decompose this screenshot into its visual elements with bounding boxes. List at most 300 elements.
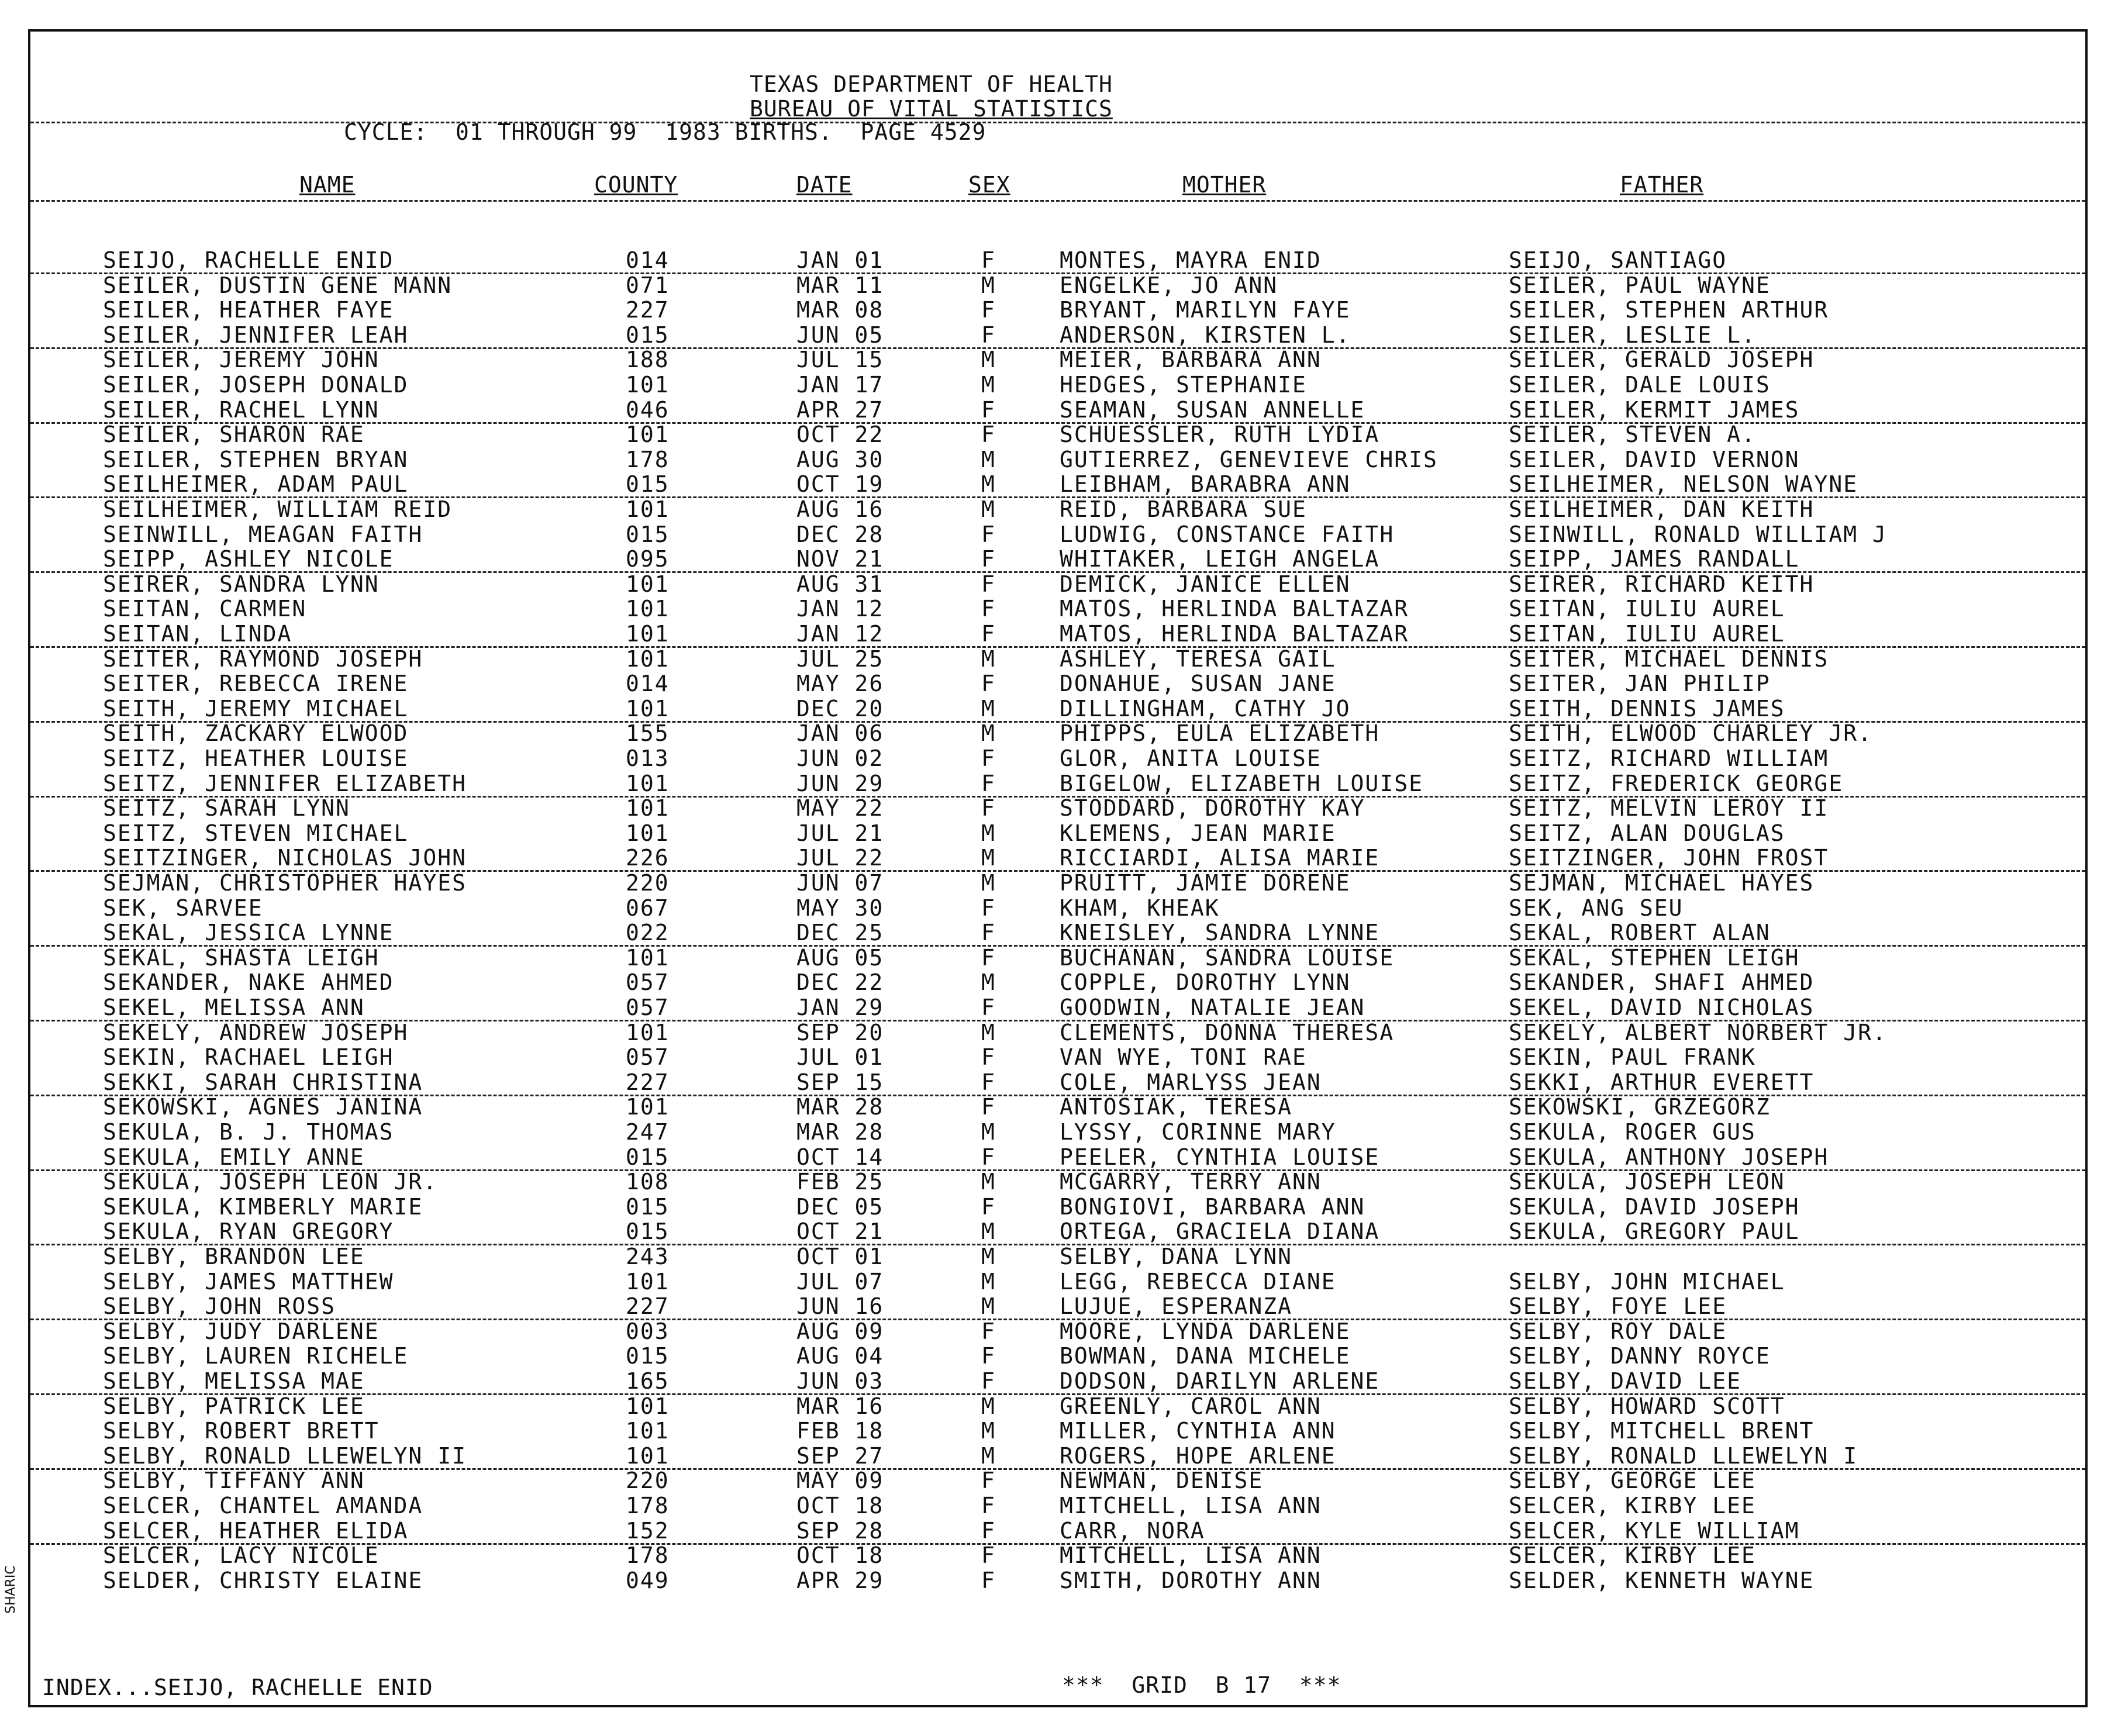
county-cell: 165 [626, 1368, 670, 1394]
date-cell: DEC 25 [796, 920, 884, 945]
sex-cell: F [981, 1094, 996, 1120]
date-cell: JAN 17 [796, 372, 884, 398]
sex-cell: F [981, 621, 996, 647]
name-cell: SEJMAN, CHRISTOPHER HAYES [103, 870, 467, 896]
name-cell: SELBY, JOHN ROSS [103, 1293, 336, 1319]
date-cell: MAR 28 [796, 1119, 884, 1145]
table-row [0, 522, 2111, 547]
sex-cell: F [981, 671, 996, 696]
name-cell: SEITER, RAYMOND JOSEPH [103, 646, 423, 672]
county-cell: 188 [626, 347, 670, 372]
column-header-mother: MOTHER [1182, 172, 1267, 198]
county-cell: 101 [626, 696, 670, 722]
date-cell: MAR 08 [796, 297, 884, 323]
county-cell: 178 [626, 1493, 670, 1518]
father-cell: SELBY, DAVID LEE [1509, 1368, 1742, 1394]
mother-cell: MATOS, HERLINDA BALTAZAR [1060, 596, 1409, 622]
table-row [0, 372, 2111, 397]
mother-cell: COPPLE, DOROTHY LYNN [1060, 969, 1351, 995]
sex-cell: M [981, 1119, 996, 1145]
table-row [0, 572, 2111, 596]
name-cell: SELBY, JAMES MATTHEW [103, 1269, 394, 1295]
name-cell: SELBY, MELISSA MAE [103, 1368, 365, 1394]
county-cell: 220 [626, 870, 670, 896]
date-cell: OCT 01 [796, 1244, 884, 1269]
sex-cell: M [981, 1418, 996, 1444]
date-cell: AUG 30 [796, 447, 884, 472]
county-cell: 243 [626, 1244, 670, 1269]
sex-cell: F [981, 1568, 996, 1593]
mother-cell: NEWMAN, DENISE [1060, 1468, 1264, 1493]
father-cell: SEKELY, ALBERT NORBERT JR. [1509, 1020, 1887, 1045]
table-row [0, 995, 2111, 1020]
sex-cell: M [981, 447, 996, 472]
date-cell: MAR 28 [796, 1094, 884, 1120]
father-cell: SELBY, HOWARD SCOTT [1509, 1393, 1785, 1419]
sex-cell: M [981, 372, 996, 398]
table-row [0, 273, 2111, 298]
column-header-father: FATHER [1620, 172, 1704, 198]
sex-cell: F [981, 771, 996, 796]
table-row [0, 671, 2111, 696]
county-cell: 049 [626, 1568, 670, 1593]
county-cell: 015 [626, 1144, 670, 1170]
sex-cell: M [981, 1244, 996, 1269]
father-cell: SEIRER, RICHARD KEITH [1509, 571, 1815, 597]
sex-cell: F [981, 795, 996, 821]
father-cell: SEILER, STEPHEN ARTHUR [1509, 297, 1829, 323]
county-cell: 057 [626, 995, 670, 1020]
table-row [0, 1493, 2111, 1518]
sex-cell: M [981, 1393, 996, 1419]
mother-cell: LYSSY, CORINNE MARY [1060, 1119, 1336, 1145]
mother-cell: LUJUE, ESPERANZA [1060, 1293, 1293, 1319]
sex-cell: M [981, 1219, 996, 1244]
table-row [0, 398, 2111, 422]
county-cell: 014 [626, 671, 670, 696]
table-row [0, 896, 2111, 920]
county-cell: 226 [626, 845, 670, 871]
sex-cell: M [981, 696, 996, 722]
county-cell: 013 [626, 746, 670, 771]
table-row [0, 871, 2111, 895]
county-cell: 101 [626, 820, 670, 846]
table-row [0, 1020, 2111, 1045]
county-cell: 101 [626, 1269, 670, 1295]
county-cell: 071 [626, 272, 670, 298]
name-cell: SEKELY, ANDREW JOSEPH [103, 1020, 409, 1045]
name-cell: SEK, SARVEE [103, 895, 263, 921]
name-cell: SEITZ, JENNIFER ELIZABETH [103, 771, 467, 796]
mother-cell: KNEISLEY, SANDRA LYNNE [1060, 920, 1380, 945]
table-row [0, 1120, 2111, 1144]
mother-cell: BUCHANAN, SANDRA LOUISE [1060, 945, 1395, 971]
name-cell: SELCER, CHANTEL AMANDA [103, 1493, 423, 1518]
mother-cell: ROGERS, HOPE ARLENE [1060, 1443, 1336, 1469]
name-cell: SEKULA, KIMBERLY MARIE [103, 1194, 423, 1220]
mother-cell: MCGARRY, TERRY ANN [1060, 1169, 1322, 1195]
sex-cell: F [981, 746, 996, 771]
sex-cell: F [981, 1319, 996, 1344]
sex-cell: F [981, 397, 996, 423]
sex-cell: F [981, 297, 996, 323]
mother-cell: ORTEGA, GRACIELA DIANA [1060, 1219, 1380, 1244]
sex-cell: M [981, 471, 996, 497]
father-cell: SELCER, KIRBY LEE [1509, 1542, 1756, 1568]
bureau-title: BUREAU OF VITAL STATISTICS [750, 96, 1113, 122]
county-cell: 101 [626, 945, 670, 971]
name-cell: SEITER, REBECCA IRENE [103, 671, 409, 696]
name-cell: SEITZ, SARAH LYNN [103, 795, 350, 821]
date-cell: NOV 21 [796, 546, 884, 572]
name-cell: SELCER, HEATHER ELIDA [103, 1518, 409, 1544]
table-row [0, 1070, 2111, 1095]
date-cell: JAN 01 [796, 247, 884, 273]
sex-cell: M [981, 720, 996, 746]
name-cell: SELBY, PATRICK LEE [103, 1393, 365, 1419]
mother-cell: SCHUESSLER, RUTH LYDIA [1060, 422, 1380, 447]
father-cell: SELBY, ROY DALE [1509, 1319, 1727, 1344]
date-cell: DEC 05 [796, 1194, 884, 1220]
column-header-county: COUNTY [594, 172, 678, 198]
sex-cell: F [981, 1542, 996, 1568]
county-cell: 067 [626, 895, 670, 921]
name-cell: SEITZINGER, NICHOLAS JOHN [103, 845, 467, 871]
name-cell: SELBY, RONALD LLEWELYN II [103, 1443, 467, 1469]
sex-cell: F [981, 1368, 996, 1394]
mother-cell: ANTOSIAK, TERESA [1060, 1094, 1293, 1120]
county-cell: 178 [626, 447, 670, 472]
father-cell: SEITZINGER, JOHN FROST [1509, 845, 1829, 871]
mother-cell: PEELER, CYNTHIA LOUISE [1060, 1144, 1380, 1170]
name-cell: SEKULA, EMILY ANNE [103, 1144, 365, 1170]
date-cell: JUN 02 [796, 746, 884, 771]
name-cell: SELBY, JUDY DARLENE [103, 1319, 380, 1344]
county-cell: 015 [626, 1194, 670, 1220]
father-cell: SELBY, FOYE LEE [1509, 1293, 1727, 1319]
county-cell: 101 [626, 571, 670, 597]
father-cell: SELBY, DANNY ROYCE [1509, 1343, 1771, 1369]
mother-cell: WHITAKER, LEIGH ANGELA [1060, 546, 1380, 572]
name-cell: SELDER, CHRISTY ELAINE [103, 1568, 423, 1593]
table-row [0, 1095, 2111, 1119]
name-cell: SEKKI, SARAH CHRISTINA [103, 1069, 423, 1095]
county-cell: 003 [626, 1319, 670, 1344]
date-cell: AUG 05 [796, 945, 884, 971]
name-cell: SEILER, JENNIFER LEAH [103, 322, 409, 348]
column-header-date: DATE [796, 172, 853, 198]
table-row [0, 945, 2111, 970]
county-cell: 101 [626, 1020, 670, 1045]
mother-cell: KHAM, KHEAK [1060, 895, 1220, 921]
sex-cell: M [981, 820, 996, 846]
table-row [0, 422, 2111, 447]
county-cell: 155 [626, 720, 670, 746]
father-cell: SEKULA, ROGER GUS [1509, 1119, 1756, 1145]
mother-cell: VAN WYE, TONI RAE [1060, 1044, 1307, 1070]
county-cell: 152 [626, 1518, 670, 1544]
name-cell: SEILHEIMER, ADAM PAUL [103, 471, 409, 497]
date-cell: MAY 22 [796, 795, 884, 821]
father-cell: SELBY, JOHN MICHAEL [1509, 1269, 1785, 1295]
table-row [0, 970, 2111, 995]
name-cell: SEKULA, JOSEPH LEON JR. [103, 1169, 438, 1195]
name-cell: SEKULA, B. J. THOMAS [103, 1119, 394, 1145]
sex-cell: M [981, 1443, 996, 1469]
father-cell: SEILER, DALE LOUIS [1509, 372, 1771, 398]
table-row [0, 447, 2111, 472]
date-cell: AUG 09 [796, 1319, 884, 1344]
county-cell: 015 [626, 471, 670, 497]
name-cell: SEKEL, MELISSA ANN [103, 995, 365, 1020]
father-cell: SELBY, GEORGE LEE [1509, 1468, 1756, 1493]
mother-cell: GREENLY, CAROL ANN [1060, 1393, 1322, 1419]
mother-cell: GLOR, ANITA LOUISE [1060, 746, 1322, 771]
county-cell: 101 [626, 1418, 670, 1444]
date-cell: MAY 09 [796, 1468, 884, 1493]
sex-cell: F [981, 1343, 996, 1369]
father-cell: SEKANDER, SHAFI AHMED [1509, 969, 1815, 995]
date-cell: FEB 25 [796, 1169, 884, 1195]
father-cell: SEILER, KERMIT JAMES [1509, 397, 1800, 423]
table-row [0, 721, 2111, 746]
name-cell: SEIRER, SANDRA LYNN [103, 571, 380, 597]
sex-cell: F [981, 1044, 996, 1070]
father-cell: SEITER, JAN PHILIP [1509, 671, 1771, 696]
date-cell: JUN 03 [796, 1368, 884, 1394]
name-cell: SELBY, BRANDON LEE [103, 1244, 365, 1269]
side-label: SHARIC [4, 1565, 18, 1614]
table-row [0, 1419, 2111, 1443]
name-cell: SELBY, ROBERT BRETT [103, 1418, 380, 1444]
father-cell: SEIJO, SANTIAGO [1509, 247, 1727, 273]
date-cell: OCT 19 [796, 471, 884, 497]
table-row [0, 1145, 2111, 1169]
mother-cell: MONTES, MAYRA ENID [1060, 247, 1322, 273]
table-row [0, 1369, 2111, 1393]
name-cell: SELCER, LACY NICOLE [103, 1542, 380, 1568]
table-row [0, 1468, 2111, 1493]
date-cell: JUL 01 [796, 1044, 884, 1070]
table-row [0, 1269, 2111, 1294]
father-cell: SEILER, DAVID VERNON [1509, 447, 1800, 472]
date-cell: OCT 18 [796, 1542, 884, 1568]
father-cell: SEKULA, JOSEPH LEON [1509, 1169, 1785, 1195]
name-cell: SEITZ, STEVEN MICHAEL [103, 820, 409, 846]
father-cell: SEITER, MICHAEL DENNIS [1509, 646, 1829, 672]
mother-cell: ASHLEY, TERESA GAIL [1060, 646, 1336, 672]
name-cell: SEILER, JEREMY JOHN [103, 347, 380, 372]
county-cell: 227 [626, 1069, 670, 1095]
sex-cell: M [981, 272, 996, 298]
date-cell: JUN 07 [796, 870, 884, 896]
father-cell: SEILER, PAUL WAYNE [1509, 272, 1771, 298]
table-row [0, 547, 2111, 571]
sex-cell: F [981, 247, 996, 273]
father-cell: SEITAN, IULIU AUREL [1509, 596, 1785, 622]
mother-cell: MITCHELL, LISA ANN [1060, 1542, 1322, 1568]
name-cell: SEILER, RACHEL LYNN [103, 397, 380, 423]
table-row [0, 1444, 2111, 1468]
mother-cell: SELBY, DANA LYNN [1060, 1244, 1293, 1269]
mother-cell: HEDGES, STEPHANIE [1060, 372, 1307, 398]
table-row [0, 323, 2111, 347]
mother-cell: LUDWIG, CONSTANCE FAITH [1060, 522, 1395, 547]
mother-cell: MOORE, LYNDA DARLENE [1060, 1319, 1351, 1344]
table-row [0, 771, 2111, 796]
name-cell: SEILER, SHARON RAE [103, 422, 365, 447]
name-cell: SEIJO, RACHELLE ENID [103, 247, 394, 273]
county-cell: 227 [626, 297, 670, 323]
county-cell: 101 [626, 621, 670, 647]
date-cell: JAN 06 [796, 720, 884, 746]
name-cell: SEKAL, JESSICA LYNNE [103, 920, 394, 945]
sex-cell: F [981, 422, 996, 447]
date-cell: JUL 22 [796, 845, 884, 871]
father-cell: SEITZ, FREDERICK GEORGE [1509, 771, 1844, 796]
date-cell: AUG 31 [796, 571, 884, 597]
mother-cell: COLE, MARLYSS JEAN [1060, 1069, 1322, 1095]
column-header-sex: SEX [968, 172, 1010, 198]
mother-cell: KLEMENS, JEAN MARIE [1060, 820, 1336, 846]
mother-cell: REID, BARBARA SUE [1060, 496, 1307, 522]
father-cell: SEK, ANG SEU [1509, 895, 1684, 921]
mother-cell: BRYANT, MARILYN FAYE [1060, 297, 1351, 323]
table-row [0, 1568, 2111, 1593]
county-cell: 227 [626, 1293, 670, 1319]
father-cell: SEILHEIMER, NELSON WAYNE [1509, 471, 1858, 497]
father-cell: SELBY, MITCHELL BRENT [1509, 1418, 1815, 1444]
column-header-name: NAME [299, 172, 356, 198]
county-cell: 101 [626, 1393, 670, 1419]
mother-cell: RICCIARDI, ALISA MARIE [1060, 845, 1380, 871]
table-row [0, 1518, 2111, 1543]
sex-cell: F [981, 1194, 996, 1220]
table-row [0, 696, 2111, 721]
mother-cell: CLEMENTS, DONNA THERESA [1060, 1020, 1395, 1045]
father-cell: SEKKI, ARTHUR EVERETT [1509, 1069, 1815, 1095]
table-row [0, 796, 2111, 820]
father-cell: SEKULA, ANTHONY JOSEPH [1509, 1144, 1829, 1170]
mother-cell: LEIBHAM, BARABRA ANN [1060, 471, 1351, 497]
mother-cell: PHIPPS, EULA ELIZABETH [1060, 720, 1380, 746]
mother-cell: ENGELKE, JO ANN [1060, 272, 1278, 298]
date-cell: JUL 25 [796, 646, 884, 672]
sex-cell: F [981, 596, 996, 622]
table-row [0, 1219, 2111, 1244]
mother-cell: DONAHUE, SUSAN JANE [1060, 671, 1336, 696]
table-row [0, 347, 2111, 372]
name-cell: SEILER, JOSEPH DONALD [103, 372, 409, 398]
sex-cell: F [981, 1493, 996, 1518]
county-cell: 101 [626, 496, 670, 522]
date-cell: JUL 07 [796, 1269, 884, 1295]
county-cell: 101 [626, 1443, 670, 1469]
table-row [0, 821, 2111, 845]
grid-label: *** GRID B 17 *** [1062, 1672, 1341, 1698]
county-cell: 108 [626, 1169, 670, 1195]
date-cell: JUL 21 [796, 820, 884, 846]
table-row [0, 1319, 2111, 1344]
sex-cell: F [981, 1144, 996, 1170]
date-cell: JUN 29 [796, 771, 884, 796]
father-cell: SEKEL, DAVID NICHOLAS [1509, 995, 1815, 1020]
date-cell: SEP 15 [796, 1069, 884, 1095]
table-row [0, 647, 2111, 671]
father-cell: SEITZ, MELVIN LEROY II [1509, 795, 1829, 821]
father-cell: SEIPP, JAMES RANDALL [1509, 546, 1800, 572]
date-cell: DEC 20 [796, 696, 884, 722]
county-cell: 095 [626, 546, 670, 572]
sex-cell: M [981, 969, 996, 995]
name-cell: SEKULA, RYAN GREGORY [103, 1219, 394, 1244]
mother-cell: CARR, NORA [1060, 1518, 1205, 1544]
name-cell: SEITZ, HEATHER LOUISE [103, 746, 409, 771]
table-row [0, 472, 2111, 496]
county-cell: 101 [626, 771, 670, 796]
name-cell: SELBY, TIFFANY ANN [103, 1468, 365, 1493]
county-cell: 101 [626, 422, 670, 447]
mother-cell: DILLINGHAM, CATHY JO [1060, 696, 1351, 722]
date-cell: DEC 22 [796, 969, 884, 995]
sex-cell: F [981, 995, 996, 1020]
father-cell: SEKAL, ROBERT ALAN [1509, 920, 1771, 945]
name-cell: SELBY, LAUREN RICHELE [103, 1343, 409, 1369]
name-cell: SEILHEIMER, WILLIAM REID [103, 496, 453, 522]
county-cell: 247 [626, 1119, 670, 1145]
date-cell: APR 29 [796, 1568, 884, 1593]
date-cell: OCT 14 [796, 1144, 884, 1170]
mother-cell: MEIER, BARBARA ANN [1060, 347, 1322, 372]
name-cell: SEKANDER, NAKE AHMED [103, 969, 394, 995]
name-cell: SEKOWSKI, AGNES JANINA [103, 1094, 423, 1120]
father-cell: SELCER, KYLE WILLIAM [1509, 1518, 1800, 1544]
county-cell: 015 [626, 1343, 670, 1369]
county-cell: 101 [626, 372, 670, 398]
name-cell: SEKIN, RACHAEL LEIGH [103, 1044, 394, 1070]
mother-cell: ANDERSON, KIRSTEN L. [1060, 322, 1351, 348]
mother-cell: GUTIERREZ, GENEVIEVE CHRIS [1060, 447, 1438, 472]
mother-cell: DODSON, DARILYN ARLENE [1060, 1368, 1380, 1394]
name-cell: SEINWILL, MEAGAN FAITH [103, 522, 423, 547]
date-cell: SEP 27 [796, 1443, 884, 1469]
table-row [0, 1169, 2111, 1194]
sex-cell: F [981, 1518, 996, 1544]
mother-cell: BONGIOVI, BARBARA ANN [1060, 1194, 1365, 1220]
table-row [0, 920, 2111, 945]
sex-cell: F [981, 895, 996, 921]
sex-cell: M [981, 646, 996, 672]
sex-cell: M [981, 347, 996, 372]
mother-cell: STODDARD, DOROTHY KAY [1060, 795, 1365, 821]
sex-cell: M [981, 496, 996, 522]
date-cell: MAY 30 [796, 895, 884, 921]
date-cell: APR 27 [796, 397, 884, 423]
mother-cell: BOWMAN, DANA MICHELE [1060, 1343, 1351, 1369]
mother-cell: BIGELOW, ELIZABETH LOUISE [1060, 771, 1423, 796]
name-cell: SEILER, DUSTIN GENE MANN [103, 272, 453, 298]
table-row [0, 622, 2111, 646]
cycle-line: CYCLE: 01 THROUGH 99 1983 BIRTHS. PAGE 4529 [344, 119, 986, 145]
county-cell: 014 [626, 247, 670, 273]
sex-cell: M [981, 1269, 996, 1295]
sex-cell: F [981, 945, 996, 971]
mother-cell: SMITH, DOROTHY ANN [1060, 1568, 1322, 1593]
table-row [0, 746, 2111, 771]
mother-cell: LEGG, REBECCA DIANE [1060, 1269, 1336, 1295]
table-row [0, 1543, 2111, 1568]
county-cell: 057 [626, 969, 670, 995]
